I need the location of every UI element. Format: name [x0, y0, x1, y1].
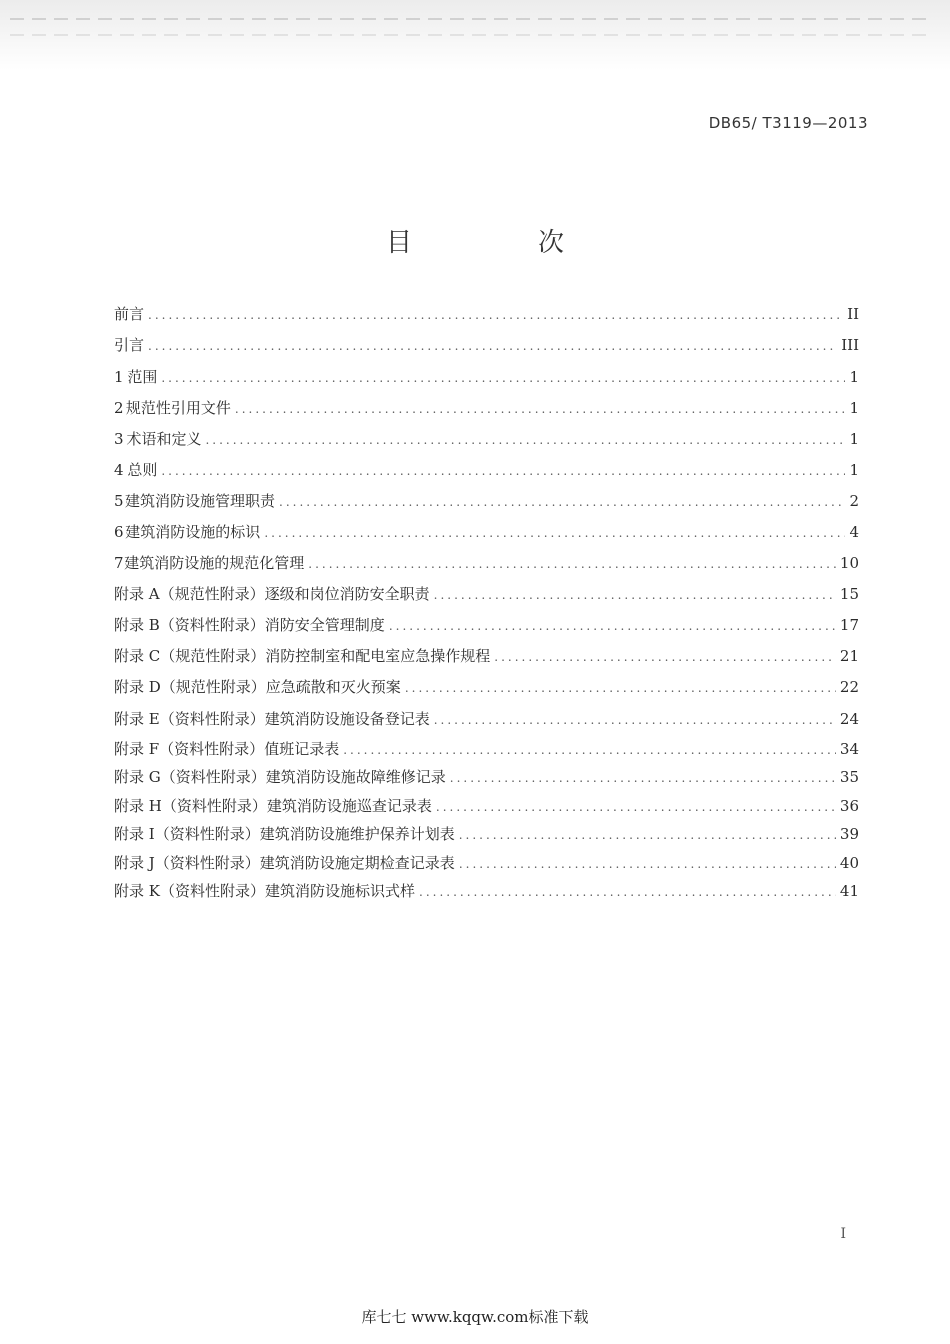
toc-entry-page: II	[847, 305, 859, 323]
toc-entry[interactable]	[114, 303, 859, 329]
toc-entry-page: 36	[839, 797, 859, 815]
toc-dot-leader	[450, 771, 836, 785]
toc-dot-leader	[264, 526, 845, 540]
toc-entry[interactable]	[114, 708, 859, 734]
toc-entry-label: 消防控制室和配电室应急操作规程	[265, 647, 491, 665]
toc-entry-page: 2	[849, 492, 859, 510]
toc-entry-number: 6	[114, 523, 124, 541]
toc-entry-label: 引言	[114, 336, 145, 354]
toc-entry-label: 消防安全管理制度	[264, 616, 385, 634]
toc-entry[interactable]	[114, 334, 859, 360]
toc-dot-leader	[436, 800, 836, 814]
footer-watermark: 库七七 www.kqqw.com标准下载	[361, 1308, 589, 1326]
toc-dot-leader	[459, 828, 836, 842]
toc-entry-label: 建筑消防设施故障维修记录	[265, 768, 446, 786]
toc-entry-number: 5	[114, 492, 124, 510]
toc-dot-leader	[308, 557, 836, 571]
toc-entry-appendix: 附录 C（规范性附录）	[114, 647, 266, 665]
toc-entry-label: 建筑消防设施定期检查记录表	[259, 854, 455, 872]
toc-entry-appendix: 附录 B（资料性附录）	[114, 616, 265, 634]
toc-dot-leader	[148, 308, 843, 322]
toc-entry-label: 建筑消防设施巡查记录表	[266, 797, 432, 815]
toc-entry-label: 建筑消防设施管理职责	[125, 492, 276, 510]
toc-entry-page: 10	[839, 554, 859, 572]
toc-dot-leader	[343, 743, 836, 757]
toc-entry-page: 40	[839, 854, 859, 872]
toc-entry-page: 1	[849, 461, 859, 479]
toc-entry-page: 1	[849, 399, 859, 417]
toc-entry-appendix: 附录 J（资料性附录）	[114, 854, 260, 872]
toc-entry-number: 3	[114, 430, 124, 448]
toc-dot-leader	[205, 433, 845, 447]
toc-dot-leader	[434, 713, 836, 727]
toc-entry-page: 22	[839, 678, 859, 696]
toc-entry-label: 前言	[114, 305, 145, 323]
toc-entry-label: 应急疏散和灭火预案	[265, 678, 401, 696]
toc-dot-leader	[389, 619, 836, 633]
toc-entry-appendix: 附录 D（规范性附录）	[114, 678, 266, 696]
toc-dot-leader	[405, 681, 836, 695]
toc-entry-page: 1	[849, 430, 859, 448]
toc-entry[interactable]	[114, 738, 859, 764]
toc-entry-label: 建筑消防设施标识式样	[264, 882, 415, 900]
toc-dot-leader	[161, 371, 845, 385]
toc-entry-page: 35	[839, 768, 859, 786]
toc-entry[interactable]	[114, 490, 859, 516]
toc-entry[interactable]	[114, 459, 859, 485]
toc-dot-leader	[279, 495, 845, 509]
toc-entry-label: 值班记录表	[264, 740, 340, 758]
toc-entry[interactable]	[114, 645, 859, 671]
toc-dot-leader	[434, 588, 836, 602]
toc-entry-label: 规范性引用文件	[125, 399, 231, 417]
toc-entry-label: 总则	[127, 461, 158, 479]
toc-entry-label: 建筑消防设施维护保养计划表	[259, 825, 455, 843]
toc-entry-number: 4	[114, 461, 124, 479]
toc-dot-leader	[235, 402, 845, 416]
toc-dot-leader	[148, 339, 837, 353]
toc-entry-page: 34	[839, 740, 859, 758]
toc-entry-number: 7	[114, 554, 124, 572]
toc-entry[interactable]	[114, 521, 859, 547]
page-title: 目 次	[385, 228, 614, 258]
toc-entry-number: 1	[114, 368, 124, 386]
toc-entry-page: III	[841, 336, 859, 354]
toc-entry[interactable]	[114, 766, 859, 792]
toc-entry[interactable]	[114, 366, 859, 392]
toc-entry-page: 4	[849, 523, 859, 541]
standard-code: DB65/ T3119—2013	[708, 114, 868, 132]
toc-entry[interactable]	[114, 823, 859, 849]
toc-entry-appendix: 附录 H（资料性附录）	[114, 797, 267, 815]
toc-entry-page: 17	[839, 616, 859, 634]
toc-entry-label: 建筑消防设施设备登记表	[264, 710, 430, 728]
toc-entry[interactable]	[114, 552, 859, 578]
toc-entry[interactable]	[114, 852, 859, 878]
toc-entry[interactable]	[114, 428, 859, 454]
toc-entry-appendix: 附录 G（资料性附录）	[114, 768, 266, 786]
toc-entry-page: 39	[839, 825, 859, 843]
toc-entry[interactable]	[114, 676, 859, 702]
toc-dot-leader	[419, 885, 836, 899]
toc-entry-label: 范围	[127, 368, 158, 386]
toc-entry-page: 21	[839, 647, 859, 665]
toc-entry-label: 建筑消防设施的规范化管理	[124, 554, 305, 572]
scan-artifact-line	[10, 34, 930, 36]
scan-artifact-line	[10, 18, 930, 20]
toc-entry-page: 41	[839, 882, 859, 900]
toc-dot-leader	[161, 464, 845, 478]
toc-entry-appendix: 附录 F（资料性附录）	[114, 740, 265, 758]
toc-entry-appendix: 附录 K（资料性附录）	[114, 882, 265, 900]
toc-entry-page: 24	[839, 710, 859, 728]
toc-entry[interactable]	[114, 880, 859, 906]
toc-dot-leader	[494, 650, 836, 664]
page-number: I	[840, 1226, 846, 1242]
toc-entry-label: 逐级和岗位消防安全职责	[264, 585, 430, 603]
toc-entry[interactable]	[114, 583, 859, 609]
toc-entry-appendix: 附录 I（资料性附录）	[114, 825, 260, 843]
toc-entry[interactable]	[114, 795, 859, 821]
toc-dot-leader	[459, 857, 836, 871]
toc-entry-page: 15	[839, 585, 859, 603]
toc-entry-page: 1	[849, 368, 859, 386]
toc-entry-number: 2	[114, 399, 124, 417]
toc-entry-appendix: 附录 A（规范性附录）	[114, 585, 265, 603]
toc-entry-label: 术语和定义	[126, 430, 202, 448]
toc-entry[interactable]	[114, 614, 859, 640]
toc-entry[interactable]	[114, 397, 859, 423]
toc-entry-appendix: 附录 E（资料性附录）	[114, 710, 265, 728]
toc-entry-label: 建筑消防设施的标识	[125, 523, 261, 541]
